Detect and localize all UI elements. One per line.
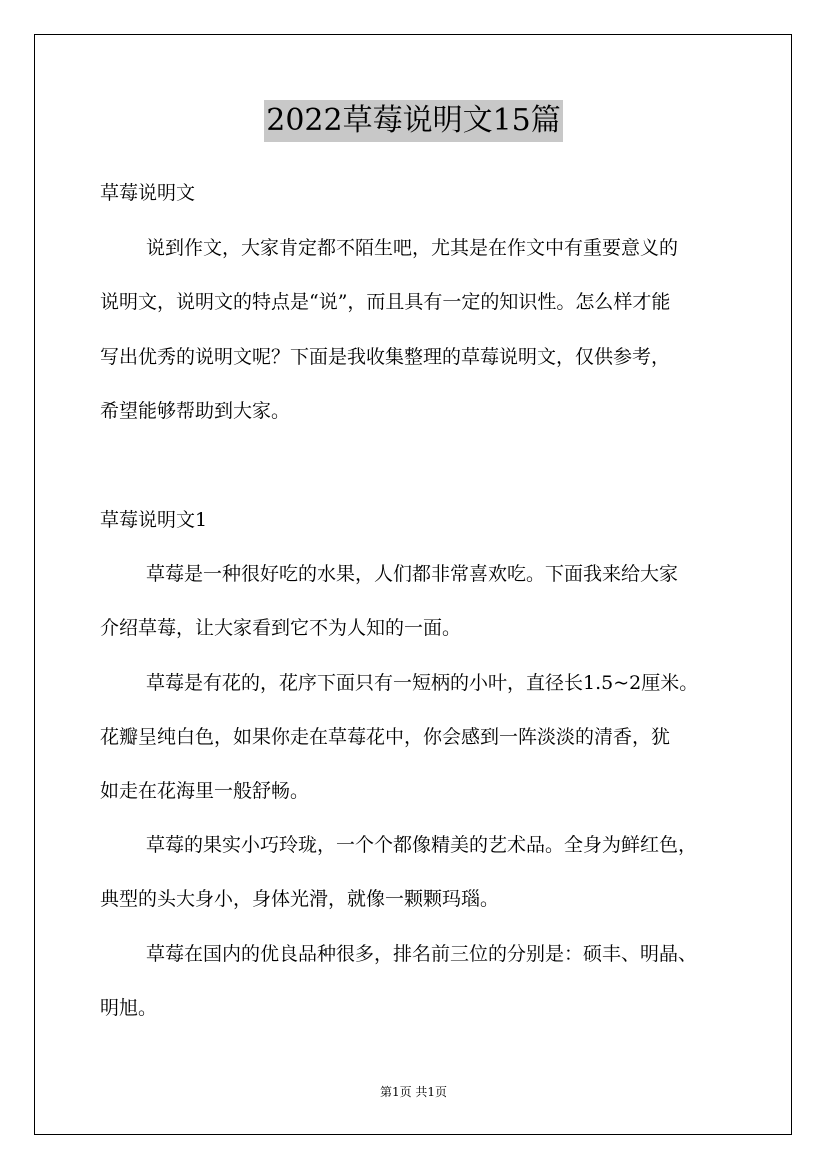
intro-heading: 草莓说明文 xyxy=(100,182,196,204)
section1-line: 典型的头大身小，身体光滑，就像一颗颗玛瑙。 xyxy=(100,888,500,910)
section1-line: 草莓是一种很好吃的水果，人们都非常喜欢吃。下面我来给大家 xyxy=(146,563,679,585)
intro-line: 说到作文，大家肯定都不陌生吧，尤其是在作文中有重要意义的 xyxy=(146,237,679,259)
section1-line: 草莓在国内的优良品种很多，排名前三位的分别是：硕丰、明晶、 xyxy=(146,943,698,965)
section1-line: 明旭。 xyxy=(100,997,158,1019)
section1-line: 花瓣呈纯白色，如果你走在草莓花中，你会感到一阵淡淡的清香，犹 xyxy=(100,726,671,748)
section1-heading: 草莓说明文1 xyxy=(100,509,208,531)
page-footer: 第1页 共1页 xyxy=(379,1085,448,1099)
title-container xyxy=(0,100,827,142)
section1-line: 草莓是有花的，花序下面只有一短柄的小叶，直径长1.5~2厘米。 xyxy=(146,672,699,694)
intro-line: 希望能够帮助到大家。 xyxy=(100,400,291,422)
intro-line: 说明文，说明文的特点是“说”，而且具有一定的知识性。怎么样才能 xyxy=(100,291,671,313)
section1-line: 介绍草莓，让大家看到它不为人知的一面。 xyxy=(100,617,462,639)
intro-line: 写出优秀的说明文呢？下面是我收集整理的草莓说明文，仅供参考， xyxy=(100,346,671,368)
document-title: 2022草莓说明文15篇 xyxy=(264,100,563,142)
section1-line: 草莓的果实小巧玲珑，一个个都像精美的艺术品。全身为鲜红色， xyxy=(146,834,698,856)
section1-line: 如走在花海里一般舒畅。 xyxy=(100,780,310,802)
